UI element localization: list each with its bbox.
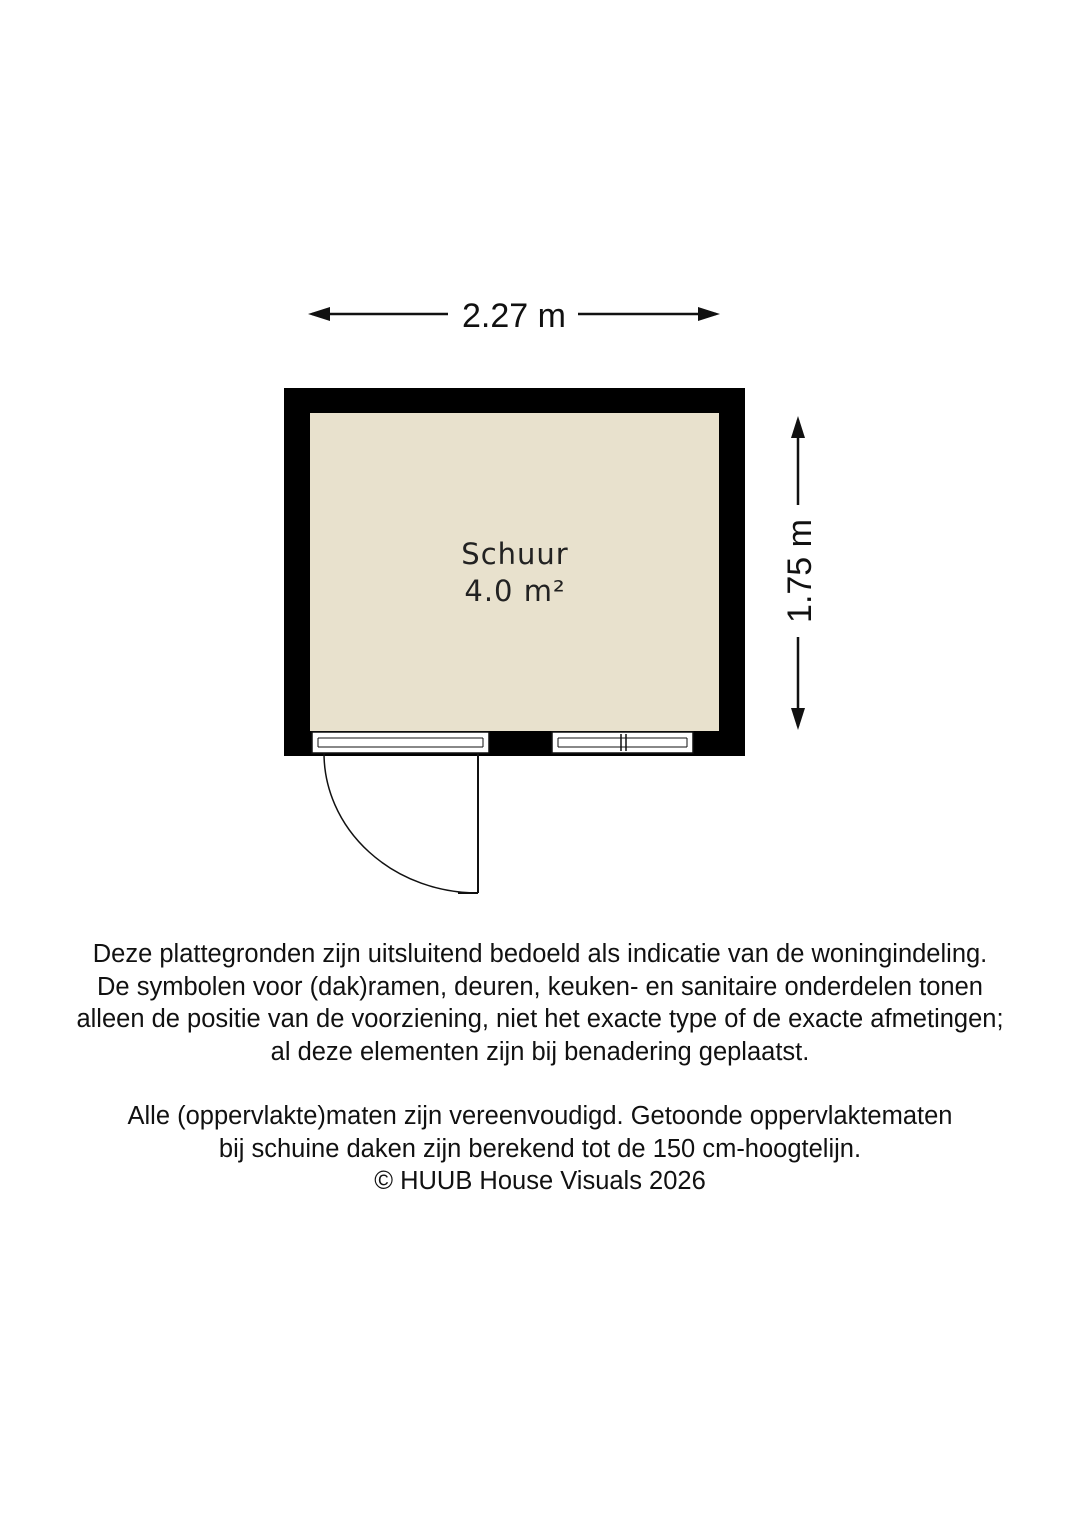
disclaimer-line: De symbolen voor (dak)ramen, deuren, keuken- en sanitaire onderdelen tonen bbox=[97, 972, 983, 1001]
disclaimer bbox=[0, 938, 1080, 1198]
disclaimer-line: alleen de positie van de voorziening, niet het exacte type of de exacte afmetingen; bbox=[76, 1005, 1004, 1033]
room-name: Schuur bbox=[461, 537, 569, 571]
window-frame bbox=[552, 732, 693, 753]
room-floor bbox=[310, 413, 719, 731]
copyright-notice: © HUUB House Visuals 2026 bbox=[374, 1167, 706, 1195]
disclaimer-paragraph-1 bbox=[0, 938, 1080, 1068]
height-label: 1.75 m bbox=[781, 519, 819, 623]
height-dimension bbox=[781, 416, 819, 730]
disclaimer-line: bij schuine daken zijn berekend tot de 150 cm-hoogtelijn. bbox=[218, 1134, 862, 1163]
disclaimer-line: Deze plattegronden zijn uitsluitend bedoeld als indicatie van de woningindeling. bbox=[92, 940, 988, 968]
shed-room bbox=[284, 388, 745, 893]
disclaimer-line: al deze elementen zijn bij benadering geplaatst. bbox=[270, 1037, 810, 1066]
width-dimension bbox=[308, 297, 720, 335]
room-area: 4.0 m² bbox=[464, 574, 566, 608]
disclaimer-line: Alle (oppervlakte)maten zijn vereenvoudigd. Getoonde oppervlaktematen bbox=[127, 1102, 953, 1130]
width-label: 2.27 m bbox=[462, 297, 566, 335]
door-frame bbox=[312, 732, 489, 753]
disclaimer-paragraph-2 bbox=[0, 1100, 1080, 1165]
door-swing-arc bbox=[324, 753, 478, 893]
